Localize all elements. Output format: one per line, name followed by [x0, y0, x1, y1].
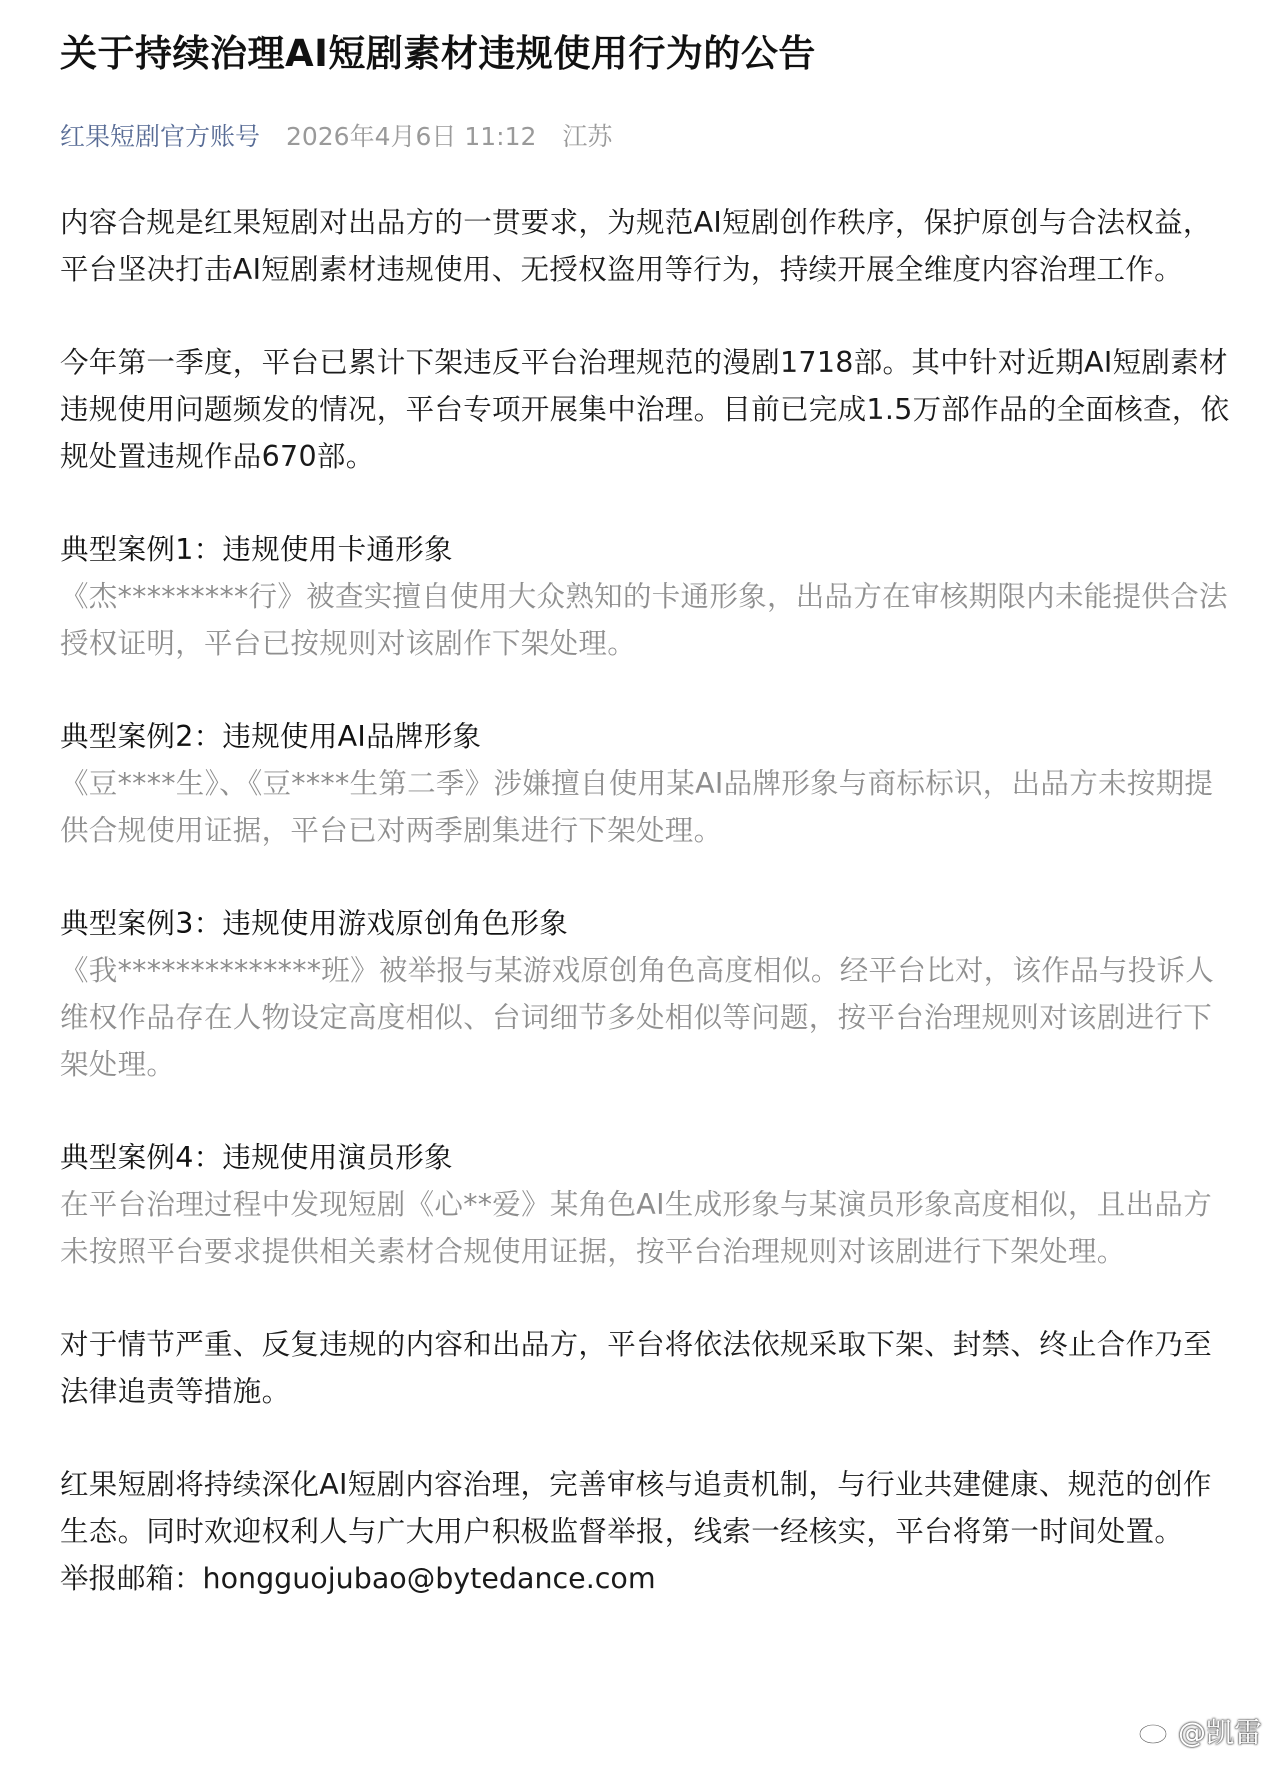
- case-block-3: [60, 900, 1230, 1088]
- weibo-icon: [1138, 1717, 1174, 1745]
- watermark-text: @凯雷: [1177, 1716, 1262, 1749]
- publish-date: 2026年4月6日 11:12: [285, 122, 537, 151]
- weibo-watermark: [1138, 1711, 1262, 1751]
- intro-paragraph: 内容合规是红果短剧对出品方的一贯要求，为规范AI短剧创作秩序，保护原创与合法权益，平台坚决打击AI短剧素材违规使用、无授权盗用等行为，持续开展全维度内容治理工作。: [60, 206, 1212, 286]
- case-title: 典型案例1：违规使用卡通形象: [60, 533, 453, 566]
- closing-paragraph: 红果短剧将持续深化AI短剧内容治理，完善审核与追责机制，与行业共建健康、规范的创作生态。同时欢迎权利人与广大用户积极监督举报，线索一经核实，平台将第一时间处置。: [60, 1468, 1212, 1548]
- article-meta: [60, 121, 1230, 153]
- case-title: 典型案例4：违规使用演员形象: [60, 1141, 453, 1174]
- summary-paragraph: 今年第一季度，平台已累计下架违反平台治理规范的漫剧1718部。其中针对近期AI短剧素材违规使用问题频发的情况，平台专项开展集中治理。目前已完成1.5万部作品的全面核查，依规处置违规作品670部。: [60, 346, 1230, 473]
- case-block-2: [60, 713, 1230, 854]
- article-title: 关于持续治理AI短剧素材违规使用行为的公告: [60, 32, 816, 75]
- case-title: 典型案例2：违规使用AI品牌形象: [60, 720, 482, 753]
- case-body: 《杰*********行》被查实擅自使用大众熟知的卡通形象，出品方在审核期限内未能提供合法授权证明，平台已按规则对该剧作下架处理。: [60, 580, 1228, 660]
- measures-paragraph: 对于情节严重、反复违规的内容和出品方，平台将依法依规采取下架、封禁、终止合作乃至法律追责等措施。: [60, 1328, 1213, 1408]
- publish-location: 江苏: [562, 122, 613, 151]
- author-link[interactable]: 红果短剧官方账号: [60, 122, 261, 151]
- case-block-1: [60, 526, 1230, 667]
- case-block-4: [60, 1134, 1230, 1275]
- report-email[interactable]: 举报邮箱：hongguojubao@bytedance.com: [60, 1562, 656, 1595]
- case-body: 《豆****生》、《豆****生第二季》涉嫌擅自使用某AI品牌形象与商标标识，出品方未按期提供合规使用证据，平台已对两季剧集进行下架处理。: [60, 767, 1214, 847]
- article: [60, 0, 1230, 1602]
- case-body: 在平台治理过程中发现短剧《心**爱》某角色AI生成形象与某演员形象高度相似，且出品方未按照平台要求提供相关素材合规使用证据，按平台治理规则对该剧进行下架处理。: [60, 1188, 1213, 1268]
- case-title: 典型案例3：违规使用游戏原创角色形象: [60, 907, 569, 940]
- case-body: 《我**************班》被举报与某游戏原创角色高度相似。经平台比对，该作品与投诉人维权作品存在人物设定高度相似、台词细节多处相似等问题，按平台治理规则对该剧进行下架处理。: [60, 954, 1215, 1081]
